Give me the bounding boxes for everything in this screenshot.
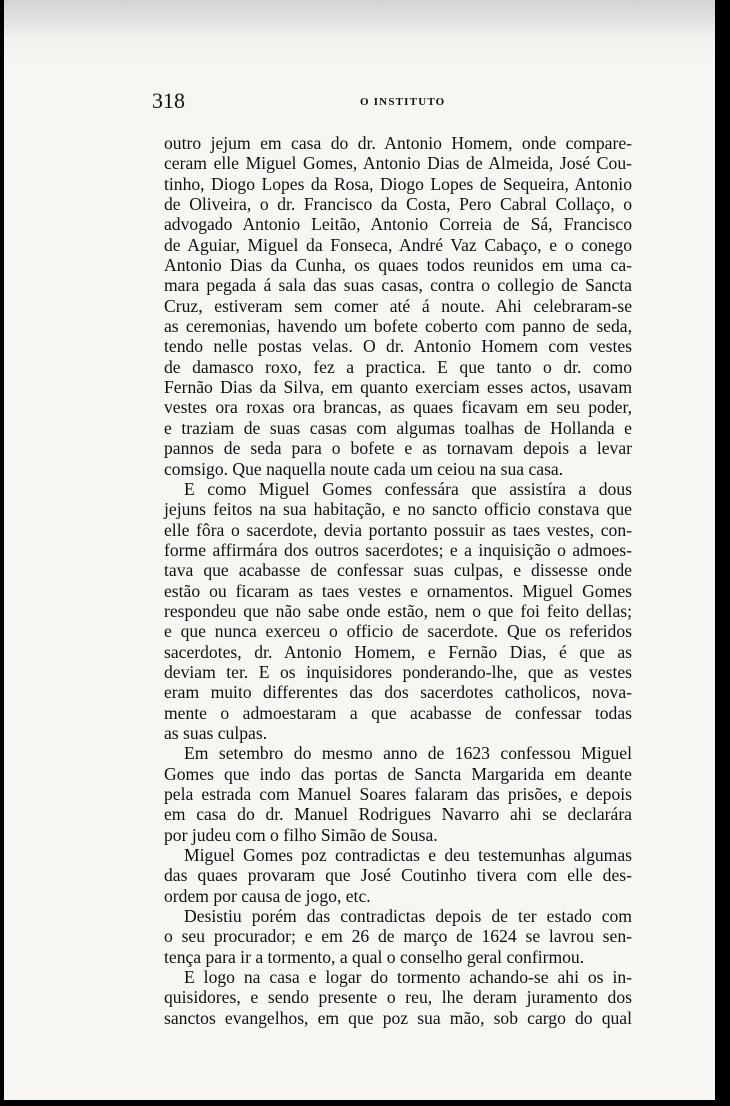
text-line: respondeu que não sabe onde estão, nem o que foi feito dellas; — [164, 600, 632, 621]
text-line: outro jejum em casa do dr. Antonio Homem, onde compare- — [164, 133, 632, 153]
text-line: Fernão Dias da Silva, em quanto exerciam esses actos, usavam — [164, 377, 632, 398]
text-line: tava que acabasse de confessar suas culpas, e dissesse onde — [164, 560, 632, 581]
text-line: ceram elle Miguel Gomes, Antonio Dias de Almeida, José Cou- — [164, 153, 632, 174]
page-header — [152, 88, 636, 118]
text-line: tença para ir a tormento, a qual o conselho geral confirmou. — [164, 946, 585, 967]
text-line: o seu procurador; e em 26 de março de 1624 se lavrou sen- — [164, 926, 632, 947]
text-line: quisidores, e sendo presente o reu, lhe deram juramento dos — [164, 987, 632, 1008]
text-line: as suas culpas. — [164, 722, 268, 743]
text-line: vestes ora roxas ora brancas, as quaes ficavam em seu poder, — [164, 397, 632, 418]
text-line: de damasco roxo, fez a practica. E que tanto o dr. como — [164, 356, 632, 377]
text-line: pela estrada com Manuel Soares falaram das prisões, e depois — [164, 784, 632, 804]
text-line: e que nunca exerceu o officio de sacerdote. Que os referidos — [164, 621, 632, 642]
text-line: estão ou ficaram as taes vestes e ornamentos. Miguel Gomes — [164, 580, 632, 601]
text-line: as ceremonias, havendo um bofete coberto com panno de seda, — [164, 316, 632, 337]
text-line: jejuns feitos na sua habitação, e no sancto officio constava que — [164, 499, 632, 520]
text-line: Miguel Gomes poz contradictas e deu testemunhas algumas — [184, 845, 632, 866]
text-line: das quaes provaram que José Coutinho tivera com elle des- — [164, 865, 632, 886]
text-line: eram muito differentes das dos sacerdotes catholicos, nova- — [164, 682, 632, 703]
text-line: comsigo. Que naquella noute cada um ceiou na sua casa. — [164, 458, 564, 479]
text-line: forme affirmára dos outros sacerdotes; e a inquisição o admoes- — [164, 539, 632, 560]
text-line: de Oliveira, o dr. Francisco da Costa, Pero Cabral Collaço, o — [164, 194, 632, 215]
document-page — [4, 0, 715, 1100]
text-line: em casa do dr. Manuel Rodrigues Navarro ahi se declarára — [164, 804, 632, 825]
text-line: advogado Antonio Leitão, Antonio Correia de Sá, Francisco — [164, 214, 632, 235]
text-line: tinho, Diogo Lopes da Rosa, Diogo Lopes de Sequeira, Antonio — [164, 173, 632, 194]
text-line: Desistiu porém das contradictas depois de ter estado com — [184, 906, 632, 927]
text-line: tendo nelle postas velas. O dr. Antonio Homem com vestes — [164, 336, 632, 357]
page-number: 318 — [152, 88, 185, 113]
text-line: Gomes que indo das portas de Sancta Margarida em deante — [164, 763, 632, 784]
text-line: deviam ter. E os inquisidores ponderando-lhe, que as vestes — [164, 661, 632, 682]
text-line: Cruz, estiveram sem comer até á noute. Ahi celebraram-se — [164, 295, 632, 316]
text-line: Antonio Dias da Cunha, os quaes todos reunidos em uma ca- — [164, 255, 632, 276]
text-line: ordem por causa de jogo, etc. — [164, 885, 371, 906]
text-line: pannos de seda para o bofete e as tornavam depois a levar — [164, 438, 632, 459]
text-line: de Aguiar, Miguel da Fonseca, André Vaz Cabaço, e o conego — [164, 234, 632, 255]
text-line: mente o admoestaram a que acabasse de confessar todas — [164, 702, 632, 723]
running-title: O INSTITUTO — [360, 96, 446, 108]
text-line: por judeu com o filho Simão de Sousa. — [164, 824, 438, 845]
text-line: elle fôra o sacerdote, devia portanto possuir as taes vestes, con- — [164, 519, 632, 540]
text-line: mara pegada á sala das suas casas, contra o collegio de Sancta — [164, 275, 632, 296]
text-line: e traziam de suas casas com algumas toalhas de Hollanda e — [164, 417, 632, 438]
text-line: E logo na casa e logar do tormento achando-se ahi os in- — [184, 967, 632, 988]
text-line: sanctos evangelhos, em que poz sua mão, sob cargo do qual — [164, 1007, 632, 1028]
body-text — [164, 133, 632, 1028]
text-line: Em setembro do mesmo anno de 1623 confessou Miguel — [184, 743, 632, 764]
text-line: sacerdotes, dr. Antonio Homem, e Fernão Dias, é que as — [164, 641, 632, 662]
text-line: E como Miguel Gomes confessára que assistíra a dous — [184, 478, 632, 499]
